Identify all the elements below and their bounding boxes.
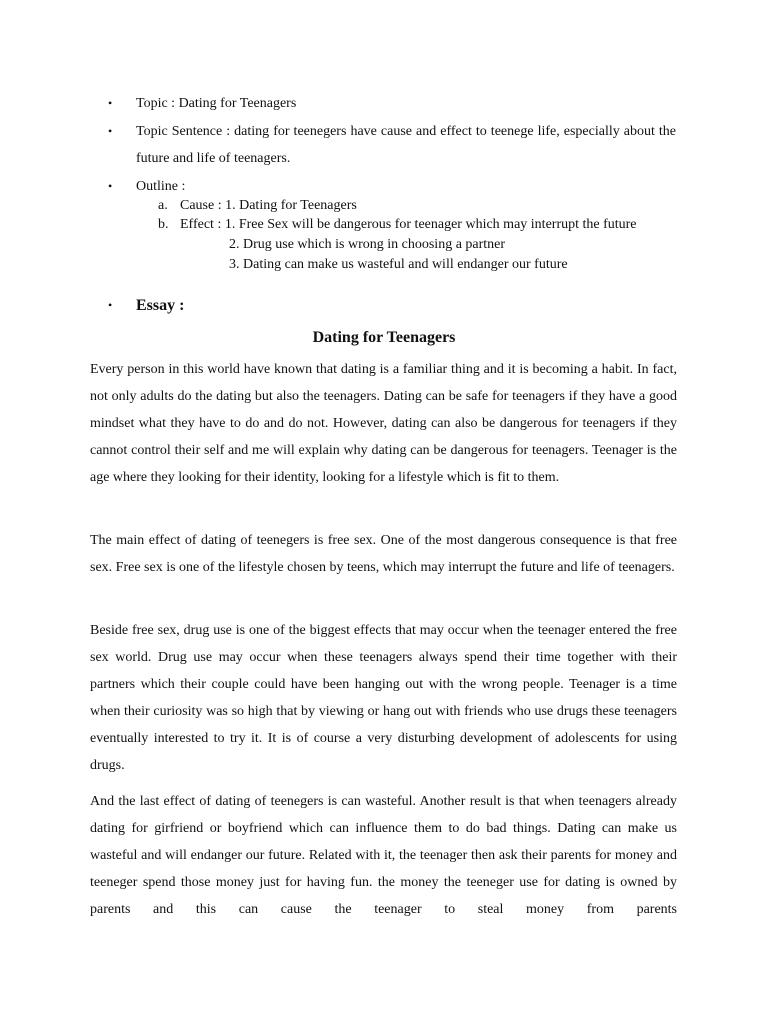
paragraph: Every person in this world have known that dating is a familiar thing and it is becoming a habit. In fact, not only adults do the dating but also the teenagers. Dating can be safe for teenagers if they have a good mindset what they have to do and do not. However, dating can also be dangerous for teenagers if they cannot control their self and me will explain why dating can be dangerous for teenagers. Teenager is the age where they looking for their identity, looking for a lifestyle which is fit to them. bbox=[90, 362, 677, 485]
outline-effect-2: 2. Drug use which is wrong in choosing a partner bbox=[229, 237, 506, 252]
bullet-icon: • bbox=[108, 96, 113, 110]
bullet-icon: • bbox=[108, 124, 113, 138]
outline-cause bbox=[158, 196, 357, 216]
bullet-icon: • bbox=[108, 179, 113, 193]
outline-effect bbox=[158, 215, 637, 235]
topic-sentence-text: Topic Sentence : dating for teenegers have cause and effect to teenege life, especially about the future and life of teenagers. bbox=[136, 124, 676, 166]
outline-cause-text: Cause : 1. Dating for Teenagers bbox=[180, 198, 357, 213]
outline-effect-text: Effect : 1. Free Sex will be dangerous for teenager which may interrupt the future bbox=[180, 217, 637, 232]
paragraph: And the last effect of dating of teenegers is can wasteful. Another result is that when teenagers already dating for girfriend or boyfriend which can influence them to do bad things. Dating can make us wasteful and will endanger our future. Related with it, the teenager then ask their parents for money and teeneger spend those money just for having fun. the money the teeneger use for dating is owned by parents and this can cause the teenager to steal money from parents bbox=[90, 794, 677, 917]
bullet-icon: • bbox=[108, 298, 113, 312]
topic-text: Topic : Dating for Teenagers bbox=[136, 96, 297, 111]
outline-letter: a. bbox=[158, 198, 168, 213]
essay-label: Essay : bbox=[136, 297, 185, 314]
paragraph: Beside free sex, drug use is one of the biggest effects that may occur when the teenager entered the free sex world. Drug use may occur when these teenagers always spend their time together with their partners which their couple could have been hanging out with the wrong people. Teenager is a time when their curiosity was so high that by viewing or hang out with friends who use drugs these teenagers eventually interested to try it. It is of course a very disturbing development of adolescents for using drugs. bbox=[90, 623, 677, 773]
outline-letter: b. bbox=[158, 217, 169, 232]
outline-effect-3: 3. Dating can make us wasteful and will endanger our future bbox=[229, 257, 568, 272]
essay-title: Dating for Teenagers bbox=[312, 329, 456, 346]
outline-label: Outline : bbox=[136, 179, 186, 194]
paragraph: The main effect of dating of teenegers is free sex. One of the most dangerous consequence is that free sex. Free sex is one of the lifestyle chosen by teens, which may interrupt the future and life of teenagers. bbox=[90, 533, 677, 575]
